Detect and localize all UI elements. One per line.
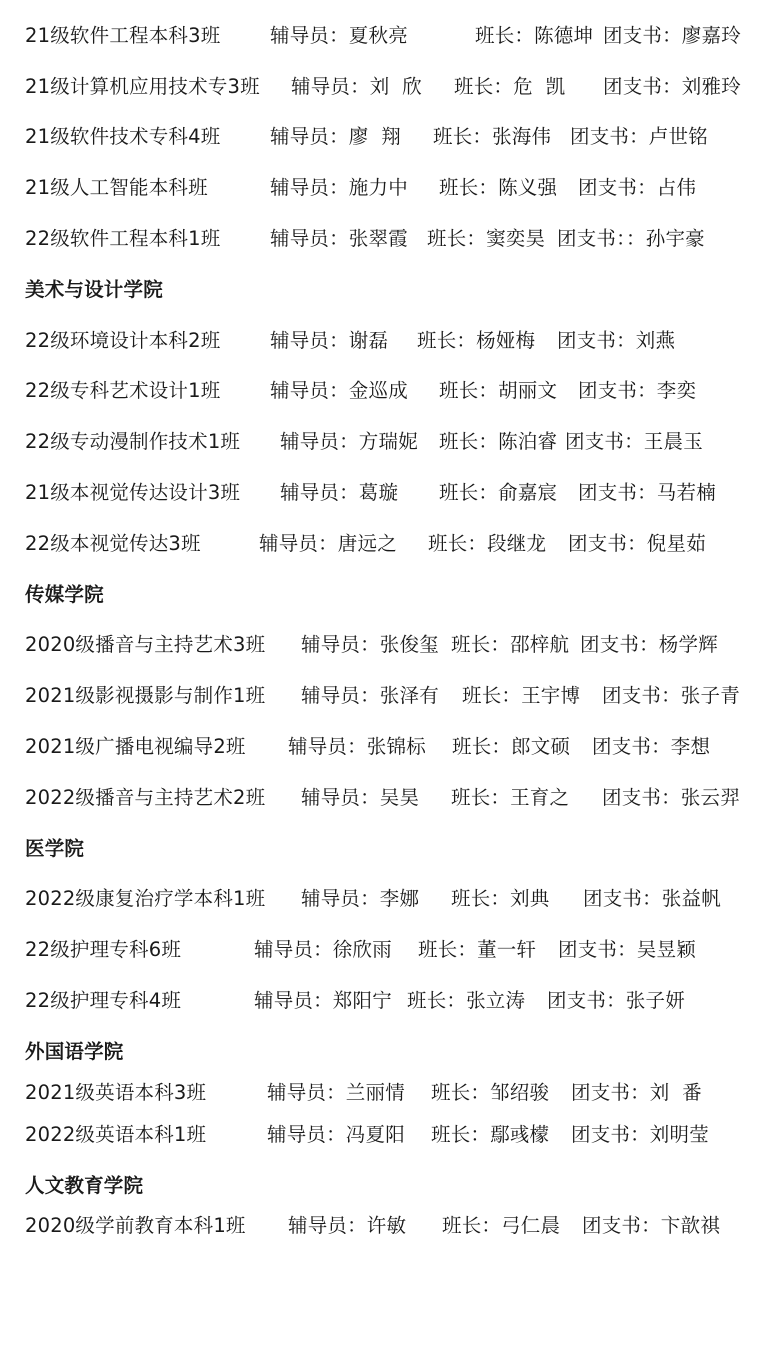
section-heading: 美术与设计学院 [25, 278, 163, 301]
section-heading: 外国语学院 [25, 1040, 124, 1063]
counselor: 辅导员：唐远之 [259, 532, 397, 555]
counselor: 辅导员：徐欣雨 [254, 938, 392, 961]
league-secretary: 团支书：刘 番 [571, 1081, 702, 1104]
class-name: 2021级影视摄影与制作1班 [25, 684, 266, 707]
league-secretary: 团支书：：孙宇豪 [557, 227, 705, 250]
class-name: 21级人工智能本科班 [25, 176, 208, 199]
monitor: 班长：弓仁晨 [442, 1214, 561, 1237]
counselor: 辅导员：张锦标 [288, 735, 426, 758]
monitor: 班长：陈义强 [439, 176, 558, 199]
counselor: 辅导员：张俊玺 [301, 633, 439, 656]
league-secretary: 团支书：李奕 [578, 379, 697, 402]
counselor: 辅导员：谢磊 [270, 329, 389, 352]
class-name: 2020级学前教育本科1班 [25, 1214, 246, 1237]
monitor: 班长：危 凯 [454, 75, 566, 98]
counselor: 辅导员：刘 欣 [291, 75, 422, 98]
counselor: 辅导员：葛璇 [280, 481, 399, 504]
league-secretary: 团支书：马若楠 [578, 481, 716, 504]
class-name: 2022级英语本科1班 [25, 1123, 207, 1146]
class-name: 2022级康复治疗学本科1班 [25, 887, 266, 910]
league-secretary: 团支书：张云羿 [602, 786, 740, 809]
league-secretary: 团支书：张子妍 [547, 989, 685, 1012]
section-heading: 人文教育学院 [25, 1174, 144, 1197]
roster-row [25, 1213, 760, 1369]
counselor: 辅导员：张泽有 [301, 684, 439, 707]
class-name: 21级软件技术专科4班 [25, 125, 221, 148]
class-name: 2020级播音与主持艺术3班 [25, 633, 266, 656]
counselor: 辅导员：夏秋亮 [270, 24, 408, 47]
class-name: 2021级英语本科3班 [25, 1081, 207, 1104]
counselor: 辅导员：李娜 [301, 887, 420, 910]
monitor: 班长：段继龙 [428, 532, 547, 555]
league-secretary: 团支书：廖嘉玲 [603, 24, 741, 47]
league-secretary: 团支书：占伟 [578, 176, 697, 199]
class-name: 2021级广播电视编导2班 [25, 735, 246, 758]
counselor: 辅导员：廖 翔 [270, 125, 401, 148]
counselor: 辅导员：施力中 [270, 176, 408, 199]
class-name: 22级护理专科4班 [25, 989, 182, 1012]
monitor: 班长：胡丽文 [439, 379, 558, 402]
league-secretary: 团支书：张益帆 [583, 887, 721, 910]
league-secretary: 团支书：李想 [592, 735, 711, 758]
counselor: 辅导员：张翠霞 [270, 227, 408, 250]
monitor: 班长：陈泊睿 [439, 430, 558, 453]
section-heading: 医学院 [25, 837, 85, 860]
league-secretary: 团支书：王晨玉 [565, 430, 703, 453]
counselor: 辅导员：兰丽情 [267, 1081, 405, 1104]
class-name: 21级软件工程本科3班 [25, 24, 221, 47]
monitor: 班长：邹绍骏 [431, 1081, 550, 1104]
league-secretary: 团支书：吴昱颖 [558, 938, 696, 961]
monitor: 班长：张海伟 [433, 125, 552, 148]
league-secretary: 团支书：张子青 [602, 684, 740, 707]
monitor: 班长：王育之 [451, 786, 570, 809]
class-name: 22级护理专科6班 [25, 938, 182, 961]
class-name: 21级计算机应用技术专3班 [25, 75, 260, 98]
league-secretary: 团支书：卢世铭 [570, 125, 708, 148]
league-secretary: 团支书：刘雅玲 [603, 75, 741, 98]
monitor: 班长：陈德坤 [475, 24, 594, 47]
class-name: 2022级播音与主持艺术2班 [25, 786, 266, 809]
monitor: 班长：鄢彧檬 [431, 1123, 550, 1146]
class-name: 22级软件工程本科1班 [25, 227, 221, 250]
class-name: 22级专动漫制作技术1班 [25, 430, 241, 453]
counselor: 辅导员：方瑞妮 [280, 430, 418, 453]
league-secretary: 团支书：刘燕 [557, 329, 676, 352]
monitor: 班长：窦奕昊 [427, 227, 546, 250]
monitor: 班长：郎文硕 [452, 735, 571, 758]
monitor: 班长：刘典 [451, 887, 550, 910]
counselor: 辅导员：金巡成 [270, 379, 408, 402]
league-secretary: 团支书：卞歆祺 [582, 1214, 720, 1237]
monitor: 班长：董一轩 [418, 938, 537, 961]
league-secretary: 团支书：杨学辉 [580, 633, 718, 656]
class-name: 21级本视觉传达设计3班 [25, 481, 241, 504]
class-name: 22级环境设计本科2班 [25, 329, 221, 352]
class-name: 22级专科艺术设计1班 [25, 379, 221, 402]
counselor: 辅导员：吴昊 [301, 786, 420, 809]
league-secretary: 团支书：刘明莹 [571, 1123, 709, 1146]
section-heading: 传媒学院 [25, 583, 104, 606]
monitor: 班长：杨娅梅 [417, 329, 536, 352]
counselor: 辅导员：郑阳宁 [254, 989, 392, 1012]
counselor: 辅导员：冯夏阳 [267, 1123, 405, 1146]
monitor: 班长：张立涛 [407, 989, 526, 1012]
monitor: 班长：俞嘉宸 [439, 481, 558, 504]
class-name: 22级本视觉传达3班 [25, 532, 201, 555]
monitor: 班长：邵梓航 [451, 633, 570, 656]
league-secretary: 团支书：倪星茹 [568, 532, 706, 555]
counselor: 辅导员：许敏 [288, 1214, 407, 1237]
monitor: 班长：王宇博 [462, 684, 581, 707]
